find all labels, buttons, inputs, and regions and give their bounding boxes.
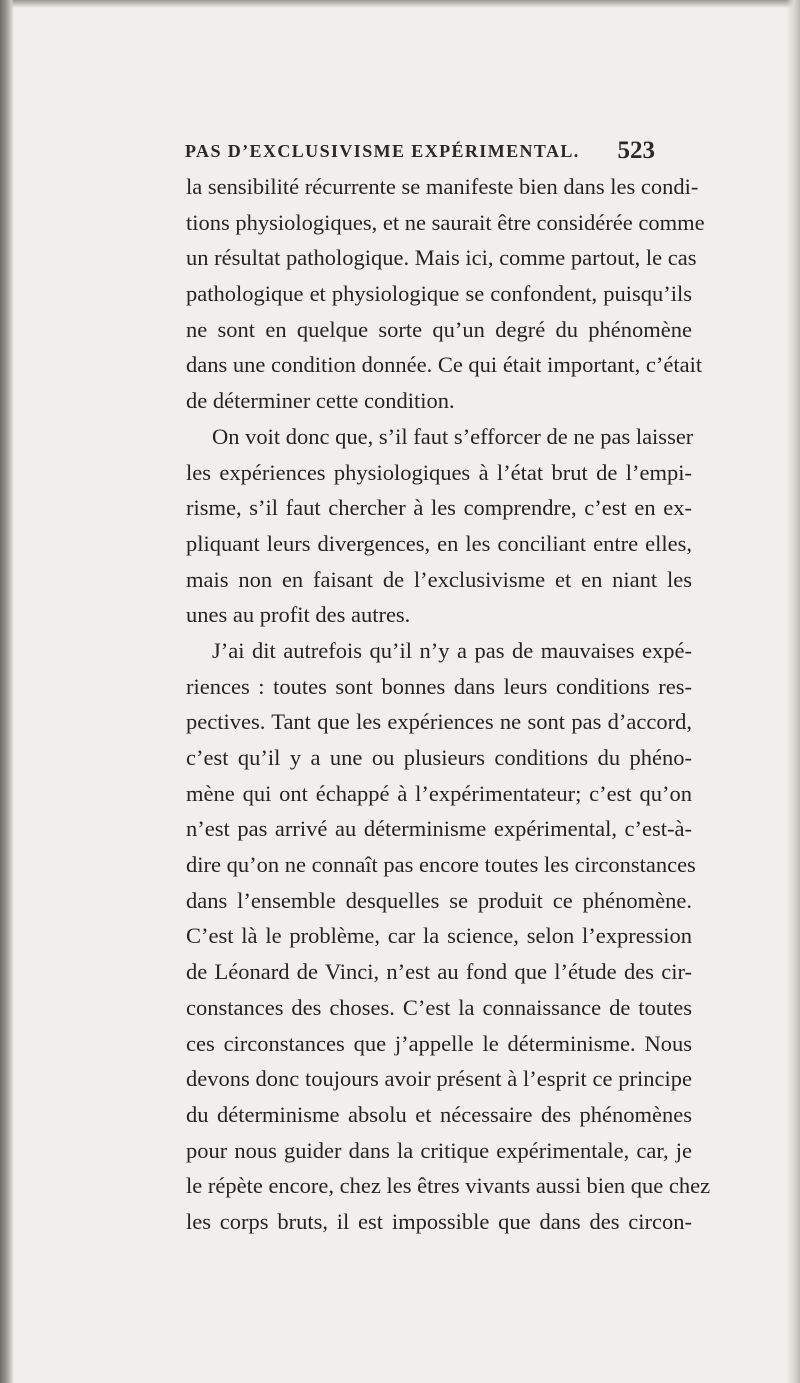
running-head [185, 137, 655, 169]
text-line: devons donc toujours avoir présent à l’esprit ce principe [186, 1066, 692, 1092]
text-line: J’ai dit autrefois qu’il n’y a pas de mauvaises expé- [212, 637, 692, 663]
text-line: mais non en faisant de l’exclusivisme et en niant les [186, 566, 692, 592]
text-line: On voit donc que, s’il faut s’efforcer de ne pas laisser [212, 423, 694, 449]
text-line: constances des choses. C’est la connaissance de toutes [186, 994, 692, 1020]
text-line: riences : toutes sont bonnes dans leurs conditions res- [186, 673, 692, 699]
text-line: ces circonstances que j’appelle le déterminisme. Nous [186, 1030, 692, 1056]
text-line: de déterminer cette condition. [186, 388, 455, 414]
body-text [186, 169, 711, 1240]
text-line: risme, s’il faut chercher à les comprendre, c’est en ex- [186, 495, 692, 521]
text-line: c’est qu’il y a une ou plusieurs conditions du phéno- [186, 745, 692, 770]
text-line: de Léonard de Vinci, n’est au fond que l’étude des cir- [186, 959, 692, 985]
text-line: ne sont en quelque sorte qu’un degré du phénomène [186, 316, 692, 342]
text-line: dire qu’on ne connaît pas encore toutes les circonstances [186, 852, 696, 878]
text-line: unes au profit des autres. [186, 602, 411, 628]
page-top-edge-shadow [0, 0, 800, 8]
text-line: du déterminisme absolu et nécessaire des phénomènes [186, 1101, 692, 1127]
text-line: la sensibilité récurrente se manifeste bien dans les condi- [186, 174, 699, 199]
text-line: C’est là le problème, car la science, selon l’expression [186, 923, 692, 949]
running-head-title: PAS D’EXCLUSIVISME EXPÉRIMENTAL. [185, 141, 580, 161]
text-line: n’est pas arrivé au déterminisme expérimental, c’est-à- [186, 816, 692, 842]
page-right-edge-shadow [786, 0, 800, 1383]
page-binding-edge-shadow [0, 0, 14, 1383]
text-line: dans l’ensemble desquelles se produit ce phénomène. [186, 887, 692, 913]
text-line: les corps bruts, il est impossible que dans des circon- [186, 1208, 692, 1234]
text-line: un résultat pathologique. Mais ici, comme partout, le cas [186, 245, 697, 271]
text-line: pectives. Tant que les expériences ne sont pas d’accord, [186, 709, 692, 735]
text-line: tions physiologiques, et ne saurait être considérée comme [186, 209, 705, 235]
text-line: dans une condition donnée. Ce qui était important, c’était [186, 352, 703, 378]
text-line: le répète encore, chez les êtres vivants aussi bien que chez [186, 1173, 711, 1199]
text-line: les expériences physiologiques à l’état brut de l’empi- [186, 459, 692, 485]
text-line: pliquant leurs divergences, en les conciliant entre elles, [186, 530, 692, 556]
text-line: pathologique et physiologique se confondent, puisqu’ils [186, 281, 692, 307]
page-number: 523 [617, 137, 655, 164]
text-line: pour nous guider dans la critique expérimentale, car, je [186, 1137, 692, 1163]
text-line: mène qui ont échappé à l’expérimentateur; c’est qu’on [186, 780, 692, 806]
